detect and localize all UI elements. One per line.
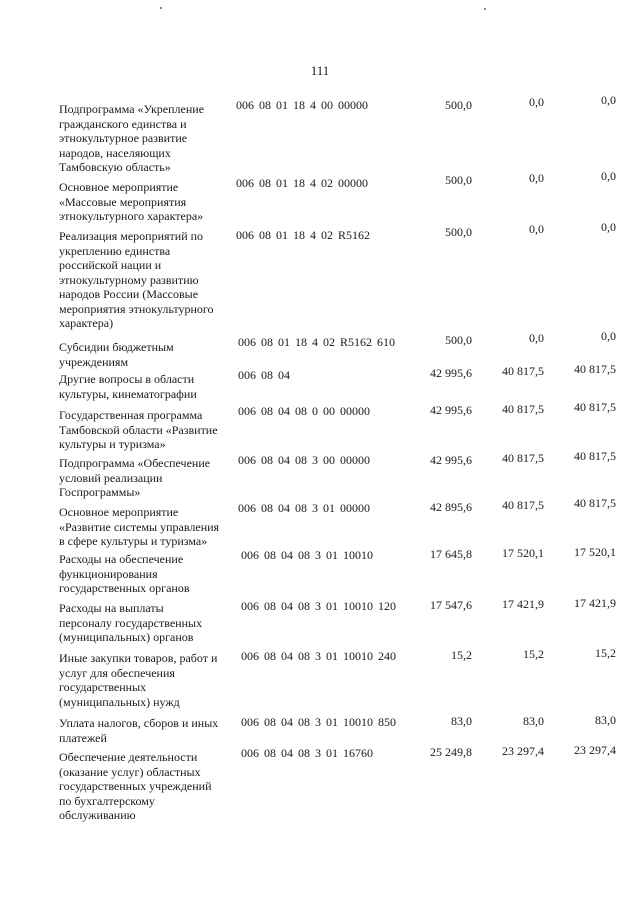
page-number: 111 (310, 63, 330, 78)
row-name: Государственная программа Тамбовской области «Развитие культуры и туризма» (59, 408, 218, 451)
row-value-3: 17 421,9 (574, 596, 616, 610)
row-code: 006 08 01 18 4 00 00000 (236, 98, 368, 112)
row-value-1: 83,0 (451, 714, 472, 728)
scan-speck (160, 7, 162, 9)
row-name: Уплата налогов, сборов и иных платежей (59, 716, 219, 745)
row-code: 006 08 04 08 3 01 16760 (241, 746, 373, 760)
row-value-2: 40 817,5 (502, 364, 544, 378)
row-value-1: 15,2 (451, 648, 472, 662)
row-value-1: 17 645,8 (430, 547, 472, 561)
row-name: Основное мероприятие «Массовые мероприятия этнокультурного характера» (59, 180, 204, 223)
row-value-1: 42 895,6 (430, 500, 472, 514)
row-value-1: 42 995,6 (430, 403, 472, 417)
row-code: 006 08 04 (238, 368, 290, 382)
row-name: Субсидии бюджетным учреждениям (59, 340, 174, 369)
scan-speck (484, 8, 486, 10)
row-value-1: 25 249,8 (430, 745, 472, 759)
row-value-2: 40 817,5 (502, 402, 544, 416)
row-code: 006 08 04 08 3 01 10010 240 (241, 649, 396, 663)
row-value-2: 0,0 (529, 171, 544, 185)
row-name: Реализация мероприятий по укреплению единства российской нации и этнокультурному развитию народов России (Массовые мероприятия этнокультурного характера) (59, 229, 214, 330)
row-value-3: 17 520,1 (574, 545, 616, 559)
row-name: Иные закупки товаров, работ и услуг для обеспечения государственных (муниципальных) нужд (59, 651, 218, 709)
row-value-3: 0,0 (601, 93, 616, 107)
row-value-2: 83,0 (523, 714, 544, 728)
row-code: 006 08 01 18 4 02 R5162 610 (238, 335, 396, 349)
row-value-2: 23 297,4 (502, 744, 544, 758)
row-value-1: 500,0 (445, 333, 472, 347)
row-value-3: 0,0 (601, 329, 616, 343)
row-value-2: 0,0 (529, 222, 544, 236)
row-name: Расходы на обеспечение функционирования государственных органов (59, 552, 190, 595)
row-code: 006 08 04 08 3 00 00000 (238, 453, 370, 467)
row-value-3: 23 297,4 (574, 743, 616, 757)
row-value-1: 42 995,6 (430, 366, 472, 380)
row-value-3: 40 817,5 (574, 496, 616, 510)
row-value-2: 0,0 (529, 331, 544, 345)
row-value-2: 0,0 (529, 95, 544, 109)
row-code: 006 08 04 08 0 00 00000 (238, 404, 370, 418)
row-name: Подпрограмма «Обеспечение условий реализации Госпрограммы» (59, 456, 211, 499)
row-value-1: 42 995,6 (430, 453, 472, 467)
row-name: Обеспечение деятельности (оказание услуг) областных государственных учреждений по бухгалтерскому обслуживанию (59, 750, 212, 822)
row-value-3: 15,2 (595, 646, 616, 660)
row-value-1: 500,0 (445, 173, 472, 187)
row-value-2: 40 817,5 (502, 451, 544, 465)
row-value-1: 500,0 (445, 98, 472, 112)
row-code: 006 08 04 08 3 01 00000 (238, 501, 370, 515)
row-value-2: 17 520,1 (502, 546, 544, 560)
row-value-3: 0,0 (601, 220, 616, 234)
row-value-1: 17 547,6 (430, 598, 472, 612)
row-value-3: 83,0 (595, 713, 616, 727)
row-code: 006 08 01 18 4 02 R5162 (236, 228, 371, 242)
row-value-3: 40 817,5 (574, 362, 616, 376)
row-value-2: 15,2 (523, 647, 544, 661)
row-name: Основное мероприятие «Развитие системы управления в сфере культуры и туризма» (59, 505, 220, 548)
row-code: 006 08 04 08 3 01 10010 850 (241, 715, 396, 729)
row-code: 006 08 01 18 4 02 00000 (236, 176, 368, 190)
row-name: Другие вопросы в области культуры, кинематографии (59, 372, 197, 401)
row-name: Подпрограмма «Укрепление гражданского единства и этнокультурное развитие народов, населяющих Тамбовскую область» (59, 102, 205, 174)
row-name: Расходы на выплаты персоналу государственных (муниципальных) органов (59, 601, 203, 644)
row-value-3: 40 817,5 (574, 449, 616, 463)
row-value-2: 40 817,5 (502, 498, 544, 512)
row-value-1: 500,0 (445, 225, 472, 239)
row-code: 006 08 04 08 3 01 10010 (241, 548, 373, 562)
row-value-3: 0,0 (601, 169, 616, 183)
row-value-3: 40 817,5 (574, 400, 616, 414)
row-value-2: 17 421,9 (502, 597, 544, 611)
row-code: 006 08 04 08 3 01 10010 120 (241, 599, 396, 613)
